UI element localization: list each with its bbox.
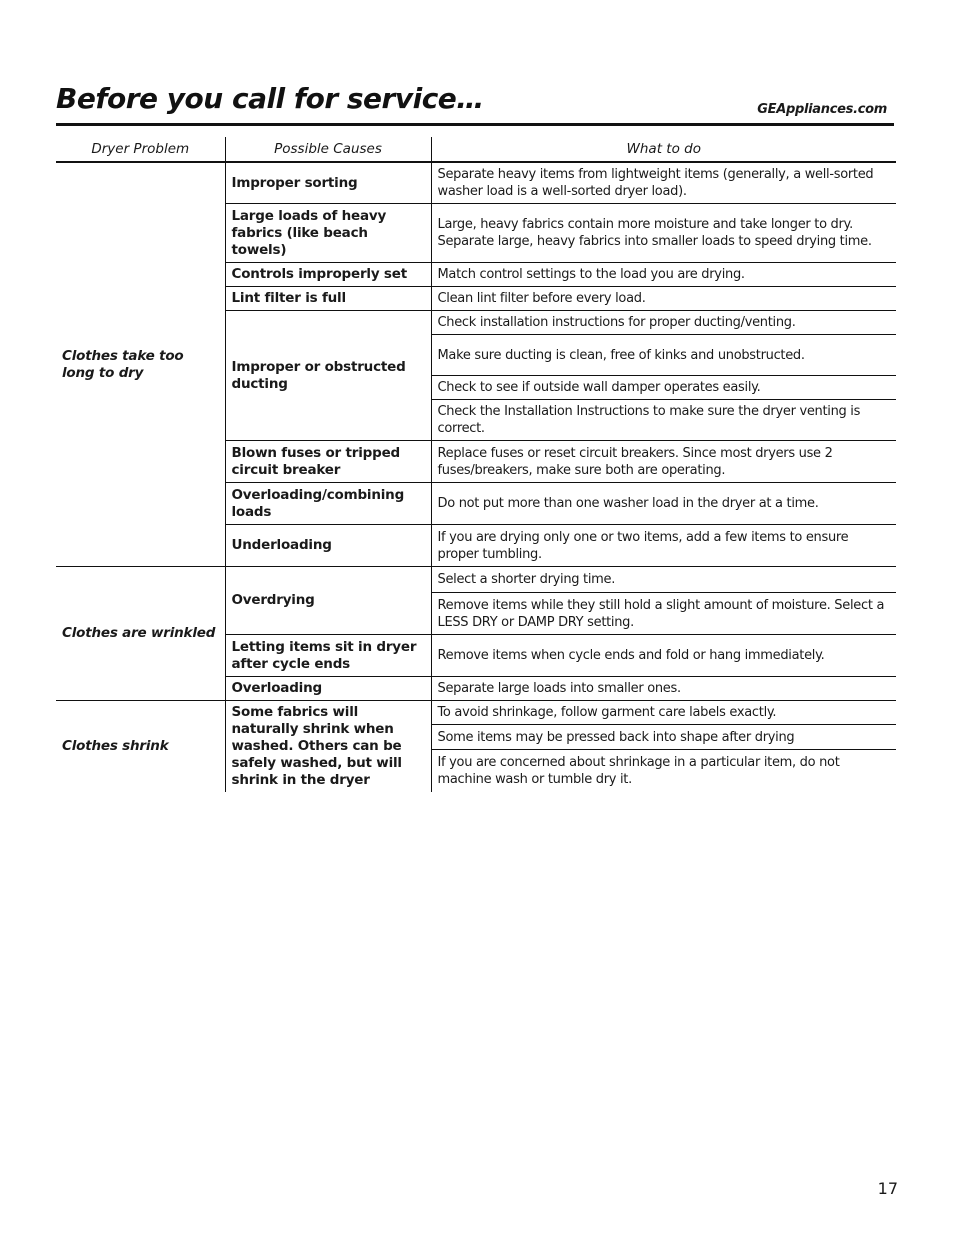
- header-possible-causes: Possible Causes: [225, 137, 431, 162]
- what-to-do-cell: Match control settings to the load you are drying.: [431, 263, 896, 287]
- possible-cause-cell: Blown fuses or tripped circuit breaker: [225, 441, 431, 483]
- possible-cause-cell: Improper or obstructed ducting: [225, 311, 431, 441]
- what-to-do-cell: Replace fuses or reset circuit breakers. Since most dryers use 2 fuses/breakers, make sure both are operating.: [431, 441, 896, 483]
- table-row: [56, 567, 896, 593]
- what-to-do-cell: To avoid shrinkage, follow garment care labels exactly.: [431, 701, 896, 725]
- what-to-do-cell: Select a shorter drying time.: [431, 567, 896, 593]
- possible-cause-cell: Overloading: [225, 677, 431, 701]
- possible-cause-cell: Letting items sit in dryer after cycle ends: [225, 635, 431, 677]
- header-what-to-do: What to do: [431, 137, 896, 162]
- table-row: [56, 162, 896, 204]
- what-to-do-cell: If you are concerned about shrinkage in a particular item, do not machine wash or tumble dry it.: [437, 754, 840, 787]
- what-to-do-cell: Check the Installation Instructions to make sure the dryer venting is correct.: [431, 400, 896, 441]
- table-header-row: [56, 137, 896, 162]
- possible-cause-cell: Underloading: [225, 525, 431, 567]
- possible-cause-cell: Overdrying: [225, 567, 431, 635]
- what-to-do-cell: Check to see if outside wall damper operates easily.: [431, 376, 896, 400]
- what-to-do-cell: Separate large loads into smaller ones.: [431, 677, 896, 701]
- table-body: [56, 162, 896, 792]
- page-number: 17: [877, 1179, 898, 1198]
- what-to-do-cell: Some items may be pressed back into shape after drying: [431, 725, 896, 749]
- title-rule: [56, 123, 894, 126]
- what-to-do-cell: If you are drying only one or two items, add a few items to ensure proper tumbling.: [431, 525, 896, 567]
- dryer-problem-cell: Clothes shrink: [56, 701, 225, 793]
- dryer-problem-cell: Clothes take too long to dry: [56, 162, 225, 567]
- troubleshooting-table: [56, 137, 896, 792]
- what-to-do-cell: Remove items while they still hold a slight amount of moisture. Select a LESS DRY or DAMP DRY setting.: [431, 593, 896, 635]
- what-to-do-cell: Remove items when cycle ends and fold or hang immediately.: [431, 635, 896, 677]
- possible-cause-cell: Improper sorting: [225, 162, 431, 204]
- website-label: GEAppliances.com: [757, 102, 887, 117]
- possible-cause-cell: Lint filter is full: [225, 287, 431, 311]
- what-to-do-cell: Separate heavy items from lightweight items (generally, a well-sorted washer load is a well-sorted dryer load).: [431, 162, 896, 204]
- what-to-do-cell: Clean lint filter before every load.: [431, 287, 896, 311]
- possible-cause-cell: Overloading/combining loads: [225, 483, 431, 525]
- possible-cause-cell: Large loads of heavy fabrics (like beach towels): [225, 204, 431, 263]
- possible-cause-cell: Controls improperly set: [225, 263, 431, 287]
- page-title: Before you call for service…: [56, 82, 484, 115]
- what-to-do-cell: Do not put more than one washer load in the dryer at a time.: [431, 483, 896, 525]
- what-to-do-cell: Make sure ducting is clean, free of kinks and unobstructed.: [431, 335, 896, 376]
- what-to-do-cell: Check installation instructions for proper ducting/venting.: [431, 311, 896, 335]
- possible-cause-cell: Some fabrics will naturally shrink when washed. Others can be safely washed, but will shrink in the dryer: [225, 701, 431, 793]
- dryer-problem-cell: Clothes are wrinkled: [56, 567, 225, 701]
- table-row: [56, 701, 896, 725]
- what-to-do-cell: Large, heavy fabrics contain more moisture and take longer to dry. Separate large, heavy fabrics into smaller loads to speed drying time.: [431, 204, 896, 263]
- header-dryer-problem: Dryer Problem: [56, 137, 225, 162]
